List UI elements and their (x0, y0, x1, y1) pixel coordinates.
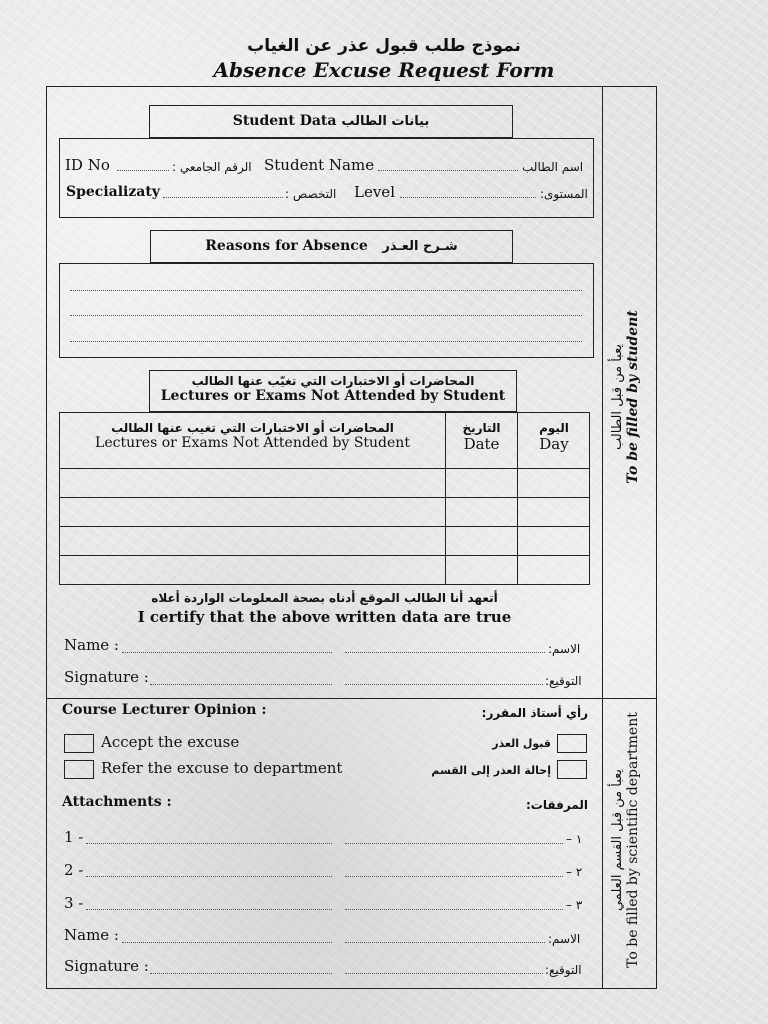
id-no-field[interactable] (117, 170, 169, 171)
reasons-line-2[interactable] (70, 315, 582, 316)
reasons-heading-ar: شـرح العـذر (382, 239, 458, 254)
attachment-2-label: 2 - (64, 861, 84, 879)
table-row-divider-2 (59, 526, 590, 527)
lectures-heading-ar: المحاضرات أو الاختبارات التي تغيّب عنها الطالب (191, 374, 475, 388)
accept-excuse-checkbox[interactable] (64, 734, 94, 753)
attachment-1-field-en[interactable] (86, 843, 332, 844)
lecturer-name-field-en[interactable] (122, 942, 332, 943)
accept-excuse-label-ar: قبول العذر (492, 737, 551, 750)
certify-text-en: I certify that the above written data are true (137, 608, 512, 626)
table-header-lectures-en: Lectures or Exams Not Attended by Student (95, 435, 410, 451)
table-row-divider-1 (59, 497, 590, 498)
student-name-sign-field-en[interactable] (122, 652, 332, 653)
level-label: Level (354, 183, 395, 201)
lecturer-name-field-ar[interactable] (345, 942, 545, 943)
refer-excuse-checkbox-ar[interactable] (557, 760, 587, 779)
lecturer-signature-field-ar[interactable] (345, 973, 543, 974)
refer-excuse-label-ar: إحالة العذر إلى القسم (431, 764, 551, 777)
table-header-date-ar: التاريخ (462, 421, 501, 435)
refer-excuse-checkbox[interactable] (64, 760, 94, 779)
table-header-day-ar: اليوم (539, 421, 569, 435)
table-row-divider-3 (59, 555, 590, 556)
attachment-2-field-ar[interactable] (345, 876, 563, 877)
student-data-box (59, 138, 594, 218)
certify-text-ar: أتعهد أنا الطالب الموقع أدناه بصحة المعلومات الواردة أعلاه (151, 591, 498, 605)
side-label-student-en: To be filled by student (625, 310, 641, 484)
attachment-3-field-en[interactable] (86, 909, 332, 910)
level-field[interactable] (400, 197, 536, 198)
student-signature-label: Signature : (64, 668, 149, 686)
lecturer-signature-label-ar: التوقيع: (545, 963, 582, 977)
reasons-heading-en: Reasons for Absence (205, 238, 368, 254)
id-no-label-ar: الرقم الجامعي : (172, 160, 252, 174)
student-signature-field-ar[interactable] (345, 684, 543, 685)
specialization-label: Specializaty (66, 184, 160, 200)
form-title-arabic: نموذج طلب قبول عذر عن الغياب (247, 36, 521, 56)
student-data-heading-en: Student Data (232, 113, 337, 129)
side-column-divider (602, 86, 603, 989)
student-name-field[interactable] (378, 170, 518, 171)
student-data-heading (149, 105, 513, 138)
lecturer-opinion-heading: Course Lecturer Opinion : (62, 702, 267, 718)
attachment-2-label-ar: ٢ – (566, 865, 583, 879)
side-label-student (610, 237, 654, 557)
side-label-student-ar: يعبأ من قبل الطالب (610, 344, 625, 450)
accept-excuse-checkbox-ar[interactable] (557, 734, 587, 753)
accept-excuse-label: Accept the excuse (101, 733, 240, 751)
lecturer-signature-label: Signature : (64, 957, 149, 975)
attachments-label: Attachments : (62, 794, 172, 810)
attachment-1-label: 1 - (64, 828, 84, 846)
side-label-dept-en: To be filled by scientific department (625, 712, 641, 968)
reasons-line-1[interactable] (70, 290, 582, 291)
side-label-department (610, 660, 654, 1020)
student-name-sign-field-ar[interactable] (345, 652, 545, 653)
attachment-3-label-ar: ٣ – (566, 898, 583, 912)
lecturer-signature-field-en[interactable] (150, 973, 332, 974)
reasons-box[interactable] (59, 263, 594, 358)
student-name-sign-label: Name : (64, 636, 119, 654)
section-divider (46, 698, 657, 699)
id-no-label: ID No (65, 156, 110, 174)
student-data-heading-ar: بيانات الطالب (341, 114, 430, 129)
attachment-3-label: 3 - (64, 894, 84, 912)
lectures-heading-en: Lectures or Exams Not Attended by Student (160, 388, 506, 404)
specialization-field[interactable] (163, 197, 283, 198)
attachment-2-field-en[interactable] (86, 876, 332, 877)
student-signature-label-ar: التوقيع: (545, 674, 582, 688)
attachments-label-ar: المرفقات: (526, 798, 588, 812)
form-title-english: Absence Excuse Request Form (213, 58, 555, 82)
table-header-lectures (60, 421, 445, 451)
lecturer-name-label-ar: الاسم: (548, 932, 581, 946)
table-header-divider (59, 468, 590, 469)
side-label-dept-ar: يعبأ من قبل القسم العلمي (610, 768, 625, 912)
student-name-sign-label-ar: الاسم: (548, 642, 581, 656)
refer-excuse-label: Refer the excuse to department (101, 759, 343, 777)
lecturer-name-label: Name : (64, 926, 119, 944)
table-header-date (446, 421, 517, 453)
specialization-label-ar: التخصص : (285, 187, 337, 201)
level-label-ar: المستوى: (540, 187, 588, 201)
table-header-day-en: Day (539, 435, 569, 453)
student-name-label-ar: اسم الطالب (522, 160, 584, 174)
lectures-heading (149, 370, 517, 412)
lecturer-opinion-heading-ar: رأي أستاذ المقرر: (481, 706, 588, 720)
attachment-3-field-ar[interactable] (345, 909, 563, 910)
table-header-lectures-ar: المحاضرات أو الاختبارات التي تغيب عنها الطالب (111, 421, 394, 435)
attachment-1-field-ar[interactable] (345, 843, 563, 844)
reasons-heading (150, 230, 513, 263)
table-header-date-en: Date (463, 435, 500, 453)
student-signature-field-en[interactable] (150, 684, 332, 685)
student-name-label: Student Name (264, 156, 375, 174)
table-header-day (518, 421, 590, 453)
reasons-line-3[interactable] (70, 341, 582, 342)
attachment-1-label-ar: ١ – (566, 832, 583, 846)
